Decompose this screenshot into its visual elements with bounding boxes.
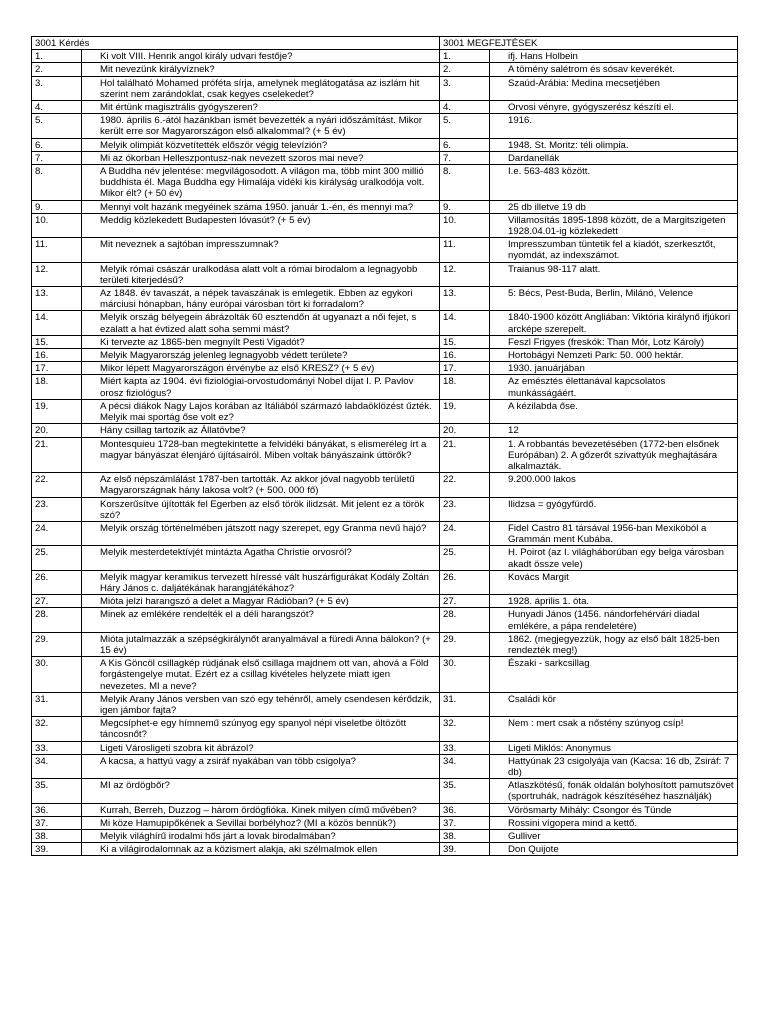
question-text: Melyik ország történelmében játszott nagy szerepet, egy Granma nevű hajó? <box>82 521 440 545</box>
answer-number: 27. <box>440 595 490 608</box>
question-number: 37. <box>32 816 82 829</box>
answer-number: 18. <box>440 375 490 399</box>
answer-number: 28. <box>440 608 490 632</box>
answer-number: 15. <box>440 335 490 348</box>
question-text: A Kis Göncöl csillagkép rúdjának első csillaga majdnem ott van, ahová a Föld forgástengelye mutat. Ezért ez a csillag kivételes helyzete miatt igen nevezetes. MI a neve? <box>82 657 440 693</box>
answer-text: I.e. 563-483 között. <box>490 165 738 201</box>
question-text: Melyik magyar keramikus tervezett híressé vált huszárfigurákat Kodály Zoltán Háry János c. daljátékának harangjátékához? <box>82 570 440 594</box>
question-number: 39. <box>32 843 82 856</box>
question-number: 25. <box>32 546 82 570</box>
table-row <box>32 311 738 335</box>
question-text: Meddig közlekedett Budapesten lóvasút? (+ 5 év) <box>82 213 440 237</box>
answer-text: Orvosi vényre, gyógyszerész készíti el. <box>490 101 738 114</box>
questions-header: 3001 Kérdés <box>32 37 440 50</box>
answer-number: 9. <box>440 200 490 213</box>
answer-number: 12. <box>440 262 490 286</box>
question-text: Melyik Arany János versben van szó egy tehénről, amely csendesen kérődzik, igen jámbor fajta? <box>82 692 440 716</box>
question-number: 21. <box>32 437 82 473</box>
question-number: 38. <box>32 830 82 843</box>
answer-text: 1930. januárjában <box>490 362 738 375</box>
question-text: Melyik olimpiát közvetítették először végig televízión? <box>82 138 440 151</box>
answer-text: Fidel Castro 81 társával 1956-ban Mexikóból a Grammán ment Kubába. <box>490 521 738 545</box>
answer-number: 20. <box>440 424 490 437</box>
table-row <box>32 843 738 856</box>
table-row <box>32 692 738 716</box>
answer-number: 37. <box>440 816 490 829</box>
answer-number: 3. <box>440 76 490 100</box>
question-text: Mennyi volt hazánk megyéinek száma 1950. január 1.-én, és mennyi ma? <box>82 200 440 213</box>
table-row <box>32 151 738 164</box>
answer-number: 23. <box>440 497 490 521</box>
answer-text: Az emésztés élettanával kapcsolatos munkásságáért. <box>490 375 738 399</box>
question-number: 3. <box>32 76 82 100</box>
answer-number: 33. <box>440 741 490 754</box>
question-number: 30. <box>32 657 82 693</box>
table-row <box>32 287 738 311</box>
answer-text: Don Quijote <box>490 843 738 856</box>
question-number: 27. <box>32 595 82 608</box>
question-number: 17. <box>32 362 82 375</box>
question-text: Mióta jelzi harangszó a delet a Magyar Rádióban? (+ 5 év) <box>82 595 440 608</box>
answer-text: Északi - sarkcsillag <box>490 657 738 693</box>
question-number: 22. <box>32 473 82 497</box>
question-number: 19. <box>32 399 82 423</box>
answer-number: 29. <box>440 632 490 656</box>
question-number: 1. <box>32 50 82 63</box>
question-text: Mit értünk magisztrális gyógyszeren? <box>82 101 440 114</box>
answer-text: Traianus 98-117 alatt. <box>490 262 738 286</box>
answer-text: 5: Bécs, Pest-Buda, Berlin, Milánó, Velence <box>490 287 738 311</box>
question-number: 31. <box>32 692 82 716</box>
answer-number: 5. <box>440 114 490 138</box>
question-number: 4. <box>32 101 82 114</box>
question-number: 6. <box>32 138 82 151</box>
question-text: 1980. április 6.-ától hazánkban ismét bevezették a nyári időszámítást. Mikor került erre sor Magyarországon első alkalommal? (+ 5 év) <box>82 114 440 138</box>
table-row <box>32 779 738 803</box>
answer-number: 19. <box>440 399 490 423</box>
answer-text: Feszl Frigyes (freskók: Than Mór, Lotz Károly) <box>490 335 738 348</box>
table-row <box>32 50 738 63</box>
answer-text: 9.200.000 lakos <box>490 473 738 497</box>
question-text: Mit neveznek a sajtóban impresszumnak? <box>82 238 440 262</box>
answer-number: 1. <box>440 50 490 63</box>
table-row <box>32 521 738 545</box>
question-number: 36. <box>32 803 82 816</box>
table-row <box>32 114 738 138</box>
table-row <box>32 595 738 608</box>
answer-text: Hunyadi János (1456. nándorfehérvári diadal emlékére, a pápa rendeletére) <box>490 608 738 632</box>
answer-number: 31. <box>440 692 490 716</box>
answer-text: ifj. Hans Holbein <box>490 50 738 63</box>
question-number: 23. <box>32 497 82 521</box>
question-number: 16. <box>32 349 82 362</box>
question-number: 8. <box>32 165 82 201</box>
table-row <box>32 546 738 570</box>
question-number: 10. <box>32 213 82 237</box>
question-number: 29. <box>32 632 82 656</box>
answer-text: Nem : mert csak a nőstény szúnyog csíp! <box>490 717 738 741</box>
question-text: Minek az emlékére rendelték el a déli harangszót? <box>82 608 440 632</box>
answer-number: 32. <box>440 717 490 741</box>
answer-text: 1862. (megjegyezzük, hogy az első bált 1825-ben rendezték meg!) <box>490 632 738 656</box>
answer-text: Dardanellák <box>490 151 738 164</box>
question-number: 2. <box>32 63 82 76</box>
question-number: 34. <box>32 754 82 778</box>
answer-text: 1916. <box>490 114 738 138</box>
table-row <box>32 754 738 778</box>
table-row <box>32 101 738 114</box>
table-row <box>32 473 738 497</box>
question-text: Montesquieu 1728-ban megtekintette a felvidéki bányákat, s elismeréleg írt a magyar bányászat élenjáró újításairól. Miben voltak bányászaink úttörők? <box>82 437 440 473</box>
question-number: 15. <box>32 335 82 348</box>
question-number: 26. <box>32 570 82 594</box>
question-number: 33. <box>32 741 82 754</box>
question-text: Ki tervezte az 1865-ben megnyílt Pesti Vigadót? <box>82 335 440 348</box>
table-row <box>32 497 738 521</box>
answer-text: Hattyúnak 23 csigolyája van (Kacsa: 16 db, Zsiráf: 7 db) <box>490 754 738 778</box>
answer-number: 4. <box>440 101 490 114</box>
table-row <box>32 570 738 594</box>
table-row <box>32 399 738 423</box>
qa-document <box>31 36 737 856</box>
question-text: MI az ördögbőr? <box>82 779 440 803</box>
answer-number: 2. <box>440 63 490 76</box>
question-number: 14. <box>32 311 82 335</box>
question-text: Mikor lépett Magyarországon érvénybe az első KRESZ? (+ 5 év) <box>82 362 440 375</box>
question-number: 5. <box>32 114 82 138</box>
question-text: Az első népszámlálást 1787-ben tartották. Az akkor jóval nagyobb területű Magyarországnak hány lakosa volt? (+ 500. 000 fő) <box>82 473 440 497</box>
table-row <box>32 76 738 100</box>
table-row <box>32 816 738 829</box>
answer-text: Ligeti Miklós: Anonymus <box>490 741 738 754</box>
question-text: Ligeti Városligeti szobra kit ábrázol? <box>82 741 440 754</box>
question-text: Megcsíphet-e egy hímnemű szúnyog egy spanyol népi viseletbe öltözött táncosnőt? <box>82 717 440 741</box>
answer-number: 36. <box>440 803 490 816</box>
question-text: Mit nevezünk királyvíznek? <box>82 63 440 76</box>
question-text: Melyik ország bélyegein ábrázolták 60 esztendőn át ugyanazt a női fejet, s ezalatt a hat évtized alatt soha semmi mást? <box>82 311 440 335</box>
question-text: Mióta jutalmazzák a szépségkirálynőt aranyalmával a füredi Anna bálokon? (+ 15 év) <box>82 632 440 656</box>
table-row <box>32 657 738 693</box>
answer-text: Atlaszkötésű, fonák oldalán bolyhosított pamutszövet (sportruhák, nadrágok készítéséhez használják) <box>490 779 738 803</box>
table-row <box>32 375 738 399</box>
table-row <box>32 424 738 437</box>
question-text: Ki volt VIII. Henrik angol király udvari festője? <box>82 50 440 63</box>
question-text: Az 1848. év tavaszát, a népek tavaszának is emlegetik. Ebben az egykori márciusi hónapban, hány európai városban tört ki forradalom? <box>82 287 440 311</box>
question-text: Melyik Magyarország jelenleg legnagyobb védett területe? <box>82 349 440 362</box>
table-row <box>32 803 738 816</box>
table-row <box>32 213 738 237</box>
answer-number: 35. <box>440 779 490 803</box>
answers-header: 3001 MEGFEJTÉSEK <box>440 37 738 50</box>
question-text: A Buddha név jelentése: megvilágosodott. A világon ma, több mint 300 millió buddhista él. Maga Buddha egy Himalája vidéki kis királyság uralkodója volt. Mikor élt? (+ 50 év) <box>82 165 440 201</box>
question-number: 12. <box>32 262 82 286</box>
question-text: Korszerűsítve újították fel Egerben az első török ilidzsát. Mit jelent ez a török szó? <box>82 497 440 521</box>
answer-number: 25. <box>440 546 490 570</box>
question-text: Melyik világhírű irodalmi hős járt a lovak birodalmában? <box>82 830 440 843</box>
question-number: 7. <box>32 151 82 164</box>
answer-number: 14. <box>440 311 490 335</box>
question-text: Hány csillag tartozik az Állatövbe? <box>82 424 440 437</box>
question-number: 20. <box>32 424 82 437</box>
answer-number: 30. <box>440 657 490 693</box>
answer-text: Kovács Margit <box>490 570 738 594</box>
table-row <box>32 632 738 656</box>
answer-number: 38. <box>440 830 490 843</box>
answer-number: 34. <box>440 754 490 778</box>
answer-text: A kézilabda őse. <box>490 399 738 423</box>
answer-number: 6. <box>440 138 490 151</box>
table-row <box>32 608 738 632</box>
answer-number: 11. <box>440 238 490 262</box>
table-row <box>32 262 738 286</box>
question-number: 18. <box>32 375 82 399</box>
answer-number: 26. <box>440 570 490 594</box>
question-text: Mi az ókorban Helleszpontusz-nak nevezett szoros mai neve? <box>82 151 440 164</box>
table-row <box>32 165 738 201</box>
answer-text: Szaúd-Arábia: Medina mecsetjében <box>490 76 738 100</box>
answer-number: 21. <box>440 437 490 473</box>
question-text: Melyik római császár uralkodása alatt volt a római birodalom a legnagyobb területi kiterjedésű? <box>82 262 440 286</box>
answer-number: 13. <box>440 287 490 311</box>
table-row <box>32 437 738 473</box>
question-text: Ki a világirodalomnak az a közismert alakja, aki szélmalmok ellen <box>82 843 440 856</box>
question-number: 32. <box>32 717 82 741</box>
answer-text: 1840-1900 között Angliában: Viktória királynő ifjúkori arcképe szerepelt. <box>490 311 738 335</box>
answer-number: 39. <box>440 843 490 856</box>
answer-number: 22. <box>440 473 490 497</box>
answer-number: 24. <box>440 521 490 545</box>
table-row <box>32 717 738 741</box>
answer-text: Rossini vígopera mind a kettő. <box>490 816 738 829</box>
question-number: 28. <box>32 608 82 632</box>
answer-text: Ilidzsa = gyógyfürdő. <box>490 497 738 521</box>
answer-text: A tömény salétrom és sósav keverékét. <box>490 63 738 76</box>
question-number: 24. <box>32 521 82 545</box>
question-number: 13. <box>32 287 82 311</box>
table-row <box>32 138 738 151</box>
answer-text: Hortobágyi Nemzeti Park: 50. 000 hektár. <box>490 349 738 362</box>
answer-number: 16. <box>440 349 490 362</box>
table-row <box>32 63 738 76</box>
question-text: Kurrah, Berreh, Duzzog – három ördögfióka. Kinek milyen című művében? <box>82 803 440 816</box>
question-text: A pécsi diákok Nagy Lajos korában az Itáliából származó labdaöklözést űzték. Melyik mai sportág őse volt ez? <box>82 399 440 423</box>
answer-text: 1. A robbantás bevezetésében (1772-ben elsőnek Európában) 2. A gőzerőt szivattyúk meghajtására alkalmazták. <box>490 437 738 473</box>
qa-table <box>31 36 738 856</box>
answer-number: 7. <box>440 151 490 164</box>
table-row <box>32 335 738 348</box>
question-text: Melyik mesterdetektívjét mintázta Agatha Christie orvosról? <box>82 546 440 570</box>
question-number: 9. <box>32 200 82 213</box>
question-number: 35. <box>32 779 82 803</box>
answer-number: 17. <box>440 362 490 375</box>
answer-number: 10. <box>440 213 490 237</box>
question-text: Hol található Mohamed próféta sírja, amelynek meglátogatása az iszlám hit szerint nem zarándoklat, csak kegyes cselekedet? <box>82 76 440 100</box>
question-number: 11. <box>32 238 82 262</box>
answer-text: Családi kör <box>490 692 738 716</box>
answer-text: H. Poirot (az I. világháborúban egy belga városban akadt össze vele) <box>490 546 738 570</box>
answer-text: 12 <box>490 424 738 437</box>
table-row <box>32 238 738 262</box>
answer-text: Impresszumban tüntetik fel a kiadót, szerkesztőt, nyomdát, az indexszámot. <box>490 238 738 262</box>
answer-text: 25 db illetve 19 db <box>490 200 738 213</box>
question-text: Miért kapta az 1904. évi fiziológiai-orvostudományi Nobel díjat I. P. Pavlov orosz fiziológus? <box>82 375 440 399</box>
answer-text: 1928. április 1. óta. <box>490 595 738 608</box>
table-row <box>32 200 738 213</box>
answer-text: Gulliver <box>490 830 738 843</box>
answer-text: Vörösmarty Mihály: Csongor és Tünde <box>490 803 738 816</box>
table-row <box>32 362 738 375</box>
table-row <box>32 741 738 754</box>
answer-number: 8. <box>440 165 490 201</box>
answer-text: Villamosítás 1895-1898 között, de a Margitszigeten 1928.04.01-ig közlekedett <box>490 213 738 237</box>
table-row <box>32 830 738 843</box>
question-text: Mi köze Hamupipőkének a Sevillai borbélyhoz? (MI a közös bennük?) <box>82 816 440 829</box>
table-header-row <box>32 37 738 50</box>
answer-text: 1948. St. Moritz: téli olimpia. <box>490 138 738 151</box>
question-text: A kacsa, a hattyú vagy a zsiráf nyakában van több csigolya? <box>82 754 440 778</box>
table-row <box>32 349 738 362</box>
